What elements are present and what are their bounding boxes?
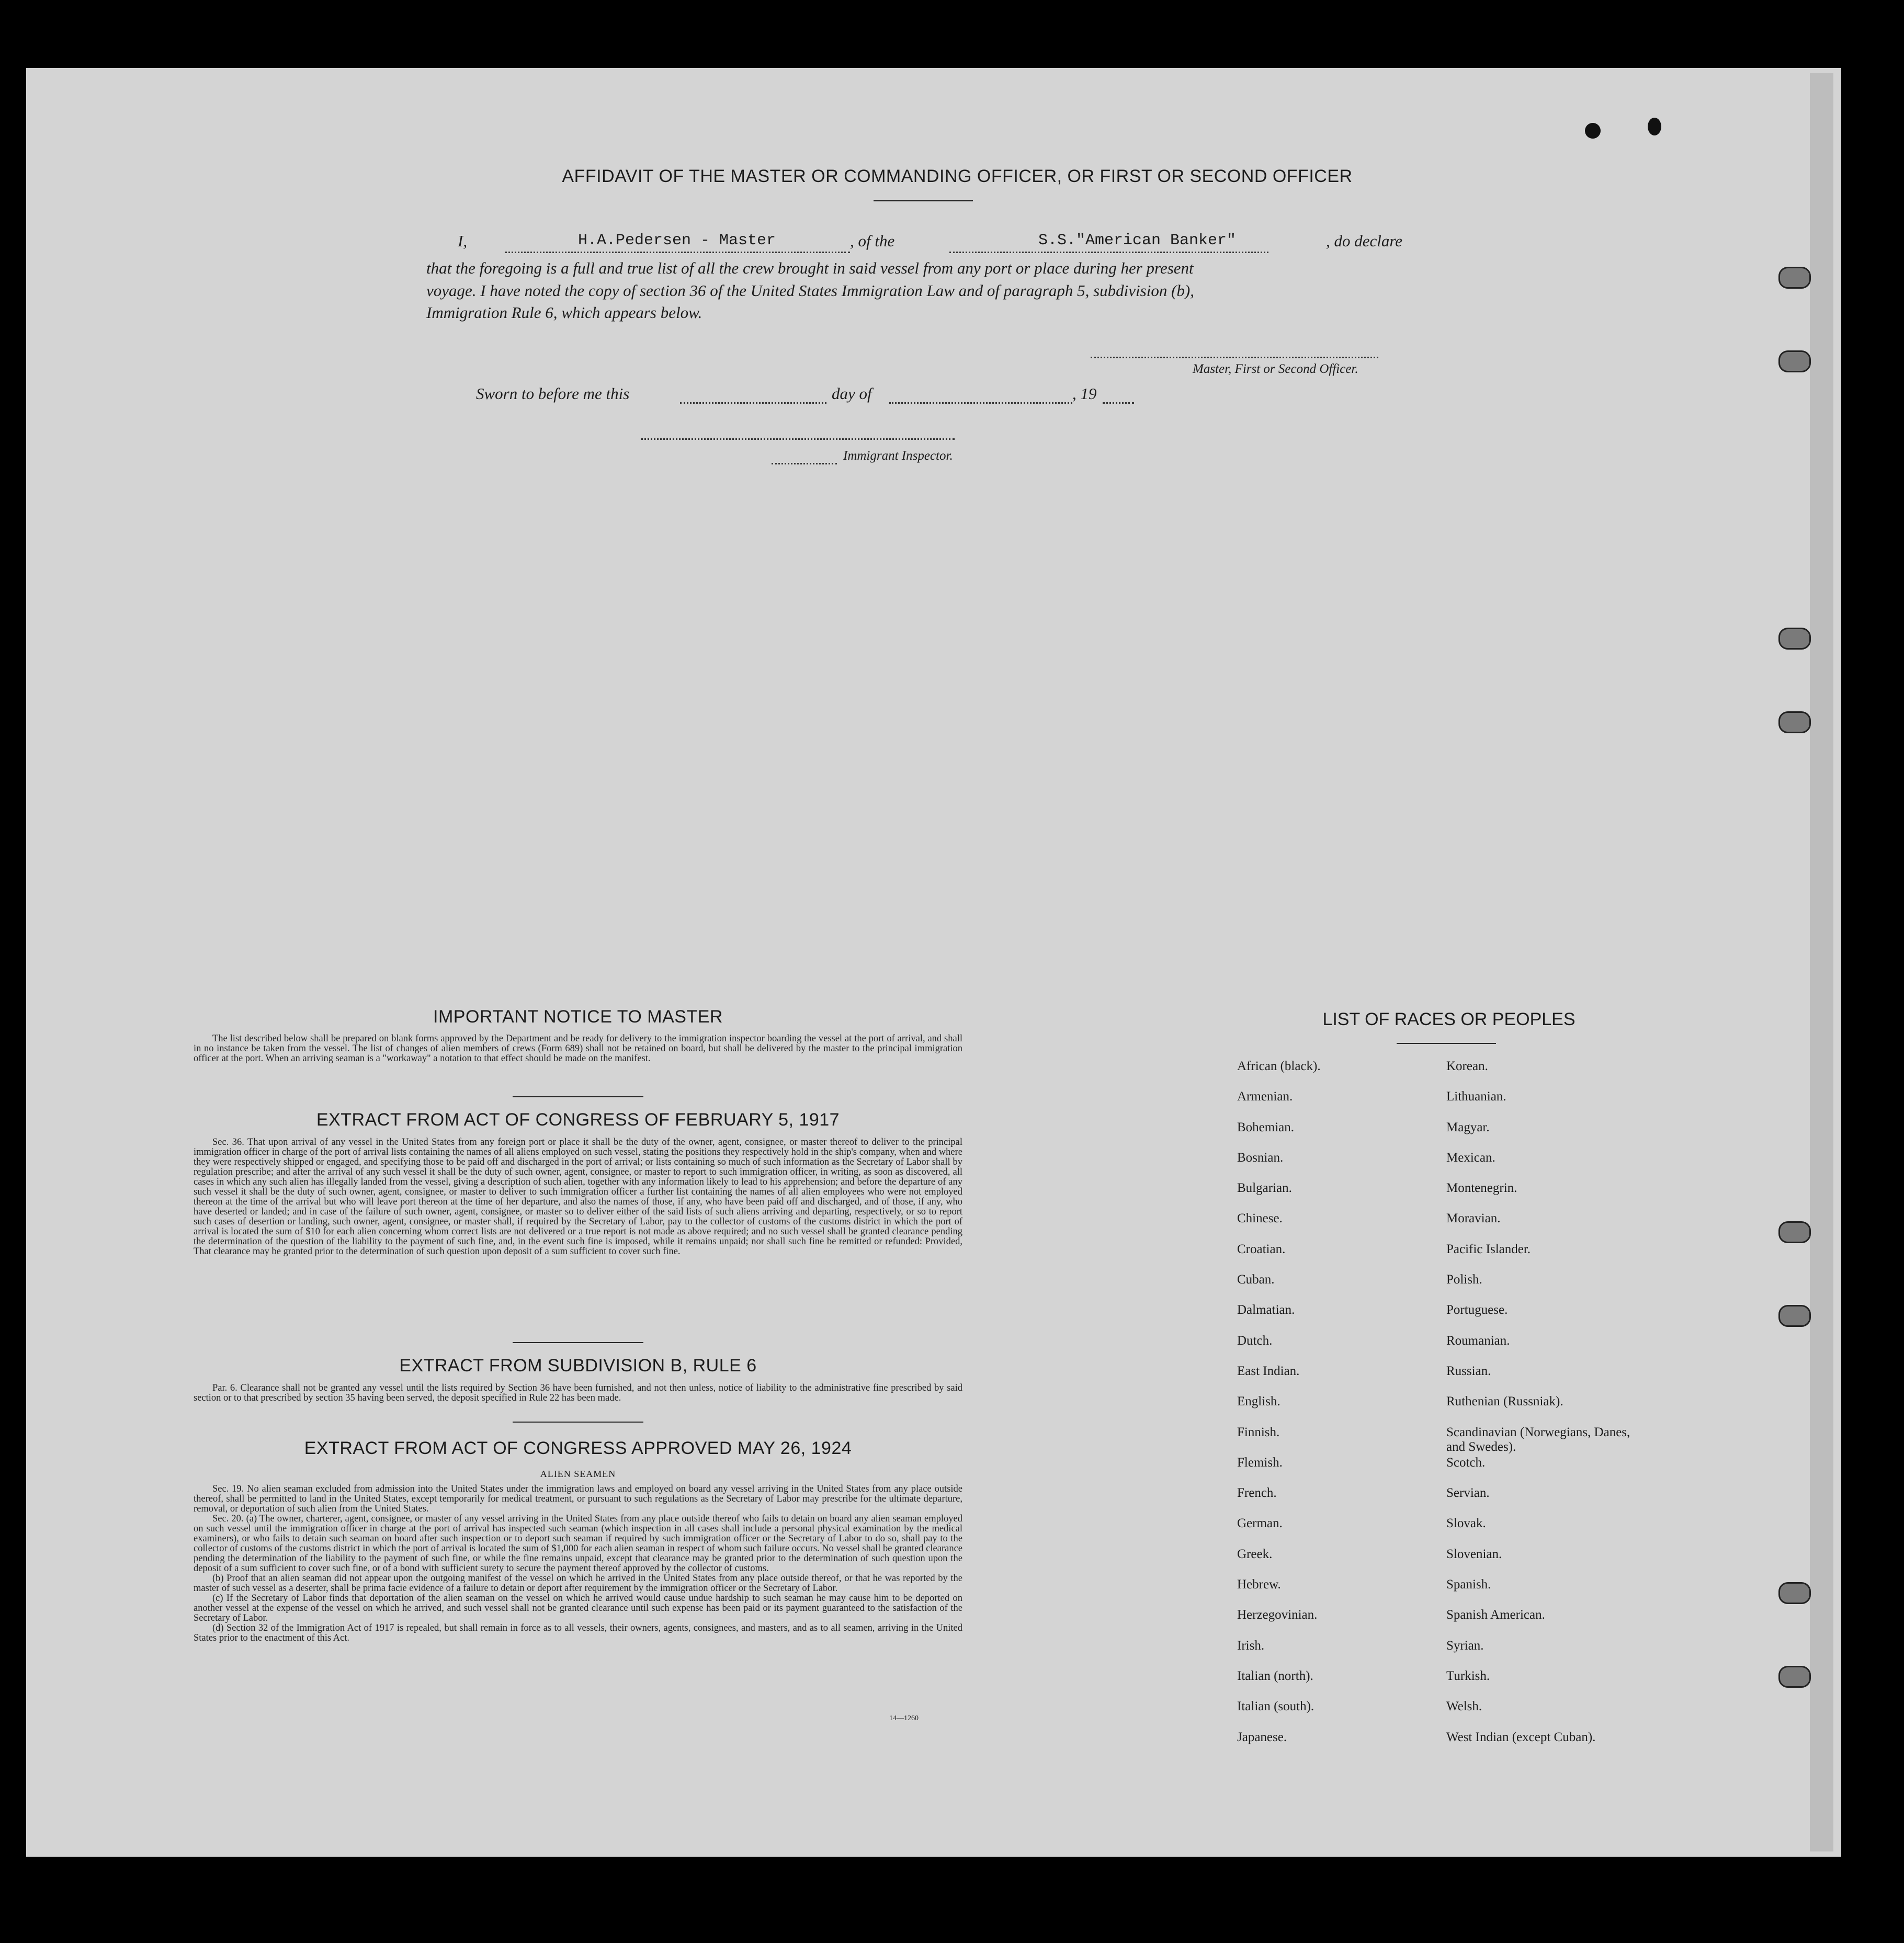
of-the-text: , of the [850, 232, 895, 250]
race-item: Slovak. [1446, 1516, 1486, 1531]
race-item: Flemish. [1237, 1455, 1283, 1470]
race-item: Magyar. [1446, 1120, 1490, 1134]
binder-clip [1778, 267, 1811, 289]
vessel-underline [949, 252, 1268, 253]
declarant-name: H.A.Pedersen - Master [578, 232, 776, 249]
sworn-day-line [680, 402, 826, 404]
race-item: Lithuanian. [1446, 1089, 1506, 1104]
race-item: English. [1237, 1394, 1280, 1409]
extract-rule6-body [194, 1383, 962, 1403]
race-item: Chinese. [1237, 1211, 1283, 1226]
extract-1917-text: Sec. 36. That upon arrival of any vessel in the United States from any foreign port or place it shall be the duty of the owner, agent, consignee, or master thereof to deliver to the principal immigration officer in charge of the port of arrival lists containing the names of all aliens employed on such vessel, stating the positions they respectively hold in the ship's company, when and where they were respectively shipped or engaged, and specifying those to be paid off and discharged in the port of arrival; or lists containing so much of such information as the Secretary of Labor shall by regulation prescribe; and after the arrival of any such vessel it shall be the duty of such owner, agent, consignee, or master to report to such immigration officer, in writing, as soon as discovered, all cases in which any such alien has illegally landed from the vessel, giving a description of such alien, together with any information likely to lead to his apprehension; and before the departure of any such vessel it shall be the duty of such owner, agent, consignee, or master to deliver to such immigration officer a further list containing the names of all alien employees who were not employed thereon at the time of the arrival but who will leave port thereon at the time of her departure, and also the names of those, if any, who have been paid off and discharged, and of those, if any, who have deserted or landed; and in case of the failure of such owner, agent, consignee, or master so to deliver either of the said lists of such aliens arriving and departing, respectively, or so to report such cases of desertion or landing, such owner, agent, consignee, or master shall, if required by the Secretary of Labor, pay to the collector of customs of the customs district in which the port of arrival is located the sum of $10 for each alien concerning whom correct lists are not delivered or a true report is not made as above required; and no such vessel shall be granted clearance pending the determination of the question of the liability to the payment of such fine, and, in the event such fine is imposed, while it remains unpaid; nor shall such fine be remitted or refunded: Provided, That clearance may be granted prior to the determination of such question upon deposit of a sum sufficient to cover such fine. [194, 1137, 962, 1257]
punch-hole [1585, 123, 1601, 139]
binder-clip [1778, 1666, 1811, 1688]
race-item: Armenian. [1237, 1089, 1293, 1104]
affidavit-line-1 [426, 232, 1420, 253]
sec-20a-text: Sec. 20. (a) The owner, charterer, agent, consignee, or master of any vessel arriving in the United States from any place outside thereof who fails to detain on board any alien seaman employed on such vessel until the immigration officer in charge at the port of arrival has inspected such seaman (which inspection in all cases shall include a personal physical examination by the medical examiners), or who fails to detain such seaman on board after such inspection or to deport such seaman if required by such immigration officer or the Secretary of Labor to do so, shall pay to the collector of customs of the customs district in which the port of arrival is located the sum of $1,000 for each alien seaman in respect of whom such failure occurs. No vessel shall be granted clearance pending the determination of the liability to the payment of such fine, or while the fine remains unpaid, except that clearance may be granted prior to the determination of such question upon the deposit of a sum sufficient to cover such fine, or of a bond with sufficient surety to secure the payment thereof approved by the collector of customs. [194, 1514, 962, 1574]
race-item: Italian (north). [1237, 1668, 1313, 1683]
race-item: Spanish American. [1446, 1608, 1545, 1622]
race-item: Montenegrin. [1446, 1181, 1517, 1196]
race-item: African (black). [1237, 1059, 1321, 1073]
race-item: Bosnian. [1237, 1150, 1284, 1165]
section-divider [513, 1096, 643, 1097]
alien-seamen-subtitle: ALIEN SEAMEN [540, 1469, 616, 1479]
races-title: LIST OF RACES OR PEOPLES [1322, 1009, 1576, 1029]
race-item: Herzegovinian. [1237, 1608, 1318, 1622]
binder-clip [1778, 1305, 1811, 1327]
race-item: Russian. [1446, 1363, 1491, 1378]
pronoun-i: I, [458, 232, 468, 250]
sworn-month-line [889, 402, 1072, 404]
extract-1924-body [194, 1484, 962, 1643]
race-item: Irish. [1237, 1638, 1265, 1653]
notice-text: The list described below shall be prepared on blank forms approved by the Department and be ready for delivery to the immigration inspector boarding the vessel at the port of arrival, and shall in no instance be taken from the vessel. The list of changes of alien members of crews (Form 689) shall not be retained on board, but shall be delivered by the master to the principal immigration officer at the port. When an arriving seaman is a "workaway" a notation to that effect should be made on the manifest. [194, 1033, 962, 1064]
race-item: Roumanian. [1446, 1333, 1510, 1348]
race-item: Bohemian. [1237, 1120, 1295, 1134]
sec-20d-text: (d) Section 32 of the Immigration Act of 1917 is repealed, but shall remain in force as to all vessels, their owners, agents, consignees, and masters, and as to all seamen, arriving in the United States prior to the enactment of this Act. [194, 1623, 962, 1643]
race-item: Dutch. [1237, 1333, 1273, 1348]
extract-1917-body [194, 1138, 962, 1257]
signature-label: Master, First or Second Officer. [1193, 362, 1358, 376]
affidavit-title: AFFIDAVIT OF THE MASTER OR COMMANDING OFFICER, OR FIRST OR SECOND OFFICER [562, 166, 1353, 186]
day-of-text: day of [832, 384, 872, 403]
race-item: Cuban. [1237, 1272, 1275, 1287]
race-item: West Indian (except Cuban). [1446, 1730, 1596, 1744]
race-item: German. [1237, 1516, 1283, 1531]
race-item: Spanish. [1446, 1577, 1491, 1592]
sec-20b-text: (b) Proof that an alien seaman did not appear upon the outgoing manifest of the vessel on which he arrived in the United States from any place outside thereof, or that he was reported by the master of such vessel as a deserter, shall be prima facie evidence of a failure to detain or deport after requirement by the immigration officer or the Secretary of Labor. [194, 1573, 962, 1594]
race-item: Scotch. [1446, 1455, 1486, 1470]
race-item: Greek. [1237, 1547, 1273, 1561]
binder-clip [1778, 711, 1811, 733]
year-line [1103, 402, 1134, 404]
race-item: Polish. [1446, 1272, 1482, 1287]
binder-clip [1778, 1582, 1811, 1604]
vessel-name: S.S."American Banker" [1038, 232, 1237, 249]
race-item: Slovenian. [1446, 1547, 1502, 1561]
extract-rule6-text: Par. 6. Clearance shall not be granted any vessel until the lists required by Section 36 have been furnished, and not then unless, notice of liability to the administrative fine prescribed by said section or to that prescribed by section 35 having been served, the deposit specified in Rule 22 has been made. [194, 1383, 962, 1403]
race-item: Servian. [1446, 1486, 1490, 1501]
race-item: Turkish. [1446, 1668, 1490, 1683]
inspector-signature-line [641, 438, 955, 440]
binder-clip [1778, 1221, 1811, 1243]
extract-rule6-title: EXTRACT FROM SUBDIVISION B, RULE 6 [399, 1356, 757, 1376]
section-divider [513, 1422, 643, 1423]
extract-1924-title: EXTRACT FROM ACT OF CONGRESS APPROVED MAY 26, 1924 [304, 1438, 852, 1458]
year-text: , 19 [1072, 384, 1097, 403]
race-item: Croatian. [1237, 1242, 1286, 1256]
declarant-underline [505, 252, 850, 253]
do-declare-text: , do declare [1326, 232, 1403, 250]
race-item: Hebrew. [1237, 1577, 1281, 1592]
signature-line [1091, 357, 1378, 358]
affidavit-line-4: Immigration Rule 6, which appears below. [426, 303, 702, 322]
punch-hole [1648, 118, 1661, 135]
race-item: Ruthenian (Russniak). [1446, 1394, 1563, 1409]
title-rule [874, 200, 973, 201]
race-item: Portuguese. [1446, 1303, 1508, 1317]
inspector-label: Immigrant Inspector. [843, 449, 953, 463]
race-item: East Indian. [1237, 1363, 1300, 1378]
race-item: Bulgarian. [1237, 1181, 1292, 1196]
race-item: Welsh. [1446, 1699, 1482, 1714]
section-divider [513, 1342, 643, 1343]
race-item: Scandinavian (Norwegians, Danes, and Swedes). [1446, 1425, 1630, 1454]
race-item: Japanese. [1237, 1730, 1287, 1744]
affidavit-line-2: that the foregoing is a full and true list of all the crew brought in said vessel from any port or place during her present [426, 259, 1194, 277]
notice-title: IMPORTANT NOTICE TO MASTER [433, 1007, 723, 1027]
sworn-line [476, 384, 1156, 405]
races-column-left [1237, 1059, 1436, 1760]
race-item: Dalmatian. [1237, 1303, 1295, 1317]
races-title-rule [1397, 1043, 1496, 1044]
binder-clip [1778, 350, 1811, 372]
race-item: Italian (south). [1237, 1699, 1314, 1714]
binder-clip [1778, 628, 1811, 650]
race-item: Finnish. [1237, 1425, 1280, 1439]
extract-1917-title: EXTRACT FROM ACT OF CONGRESS OF FEBRUARY 5, 1917 [316, 1110, 840, 1130]
race-item: Mexican. [1446, 1150, 1495, 1165]
inspector-short-line [772, 463, 837, 464]
notice-body [194, 1034, 962, 1064]
race-item: Korean. [1446, 1059, 1488, 1073]
races-column-right [1446, 1059, 1645, 1760]
sec-19-text: Sec. 19. No alien seaman excluded from admission into the United States under the immigration laws and employed on board any vessel arriving in the United States from any place outside thereof, shall be permitted to land in the United States, except temporarily for medical treatment, or pursuant to such regulations as the Secretary of Labor may prescribe for the ultimate departure, removal, or deportation of such alien from the United States. [194, 1484, 962, 1514]
form-number: 14—1260 [889, 1714, 919, 1722]
race-item: Pacific Islander. [1446, 1242, 1531, 1256]
race-item: Moravian. [1446, 1211, 1501, 1226]
page-edge-strip [1810, 73, 1833, 1851]
sec-20c-text: (c) If the Secretary of Labor finds that deportation of the alien seaman on the vessel on which he arrived would cause undue hardship to such seaman he may cause him to be deported on another vessel at the expense of the vessel on which he arrived, and such vessel shall not be granted clearance until such expense has been paid or its payment guaranteed to the satisfaction of the Secretary of Labor. [194, 1593, 962, 1623]
affidavit-line-3: voyage. I have noted the copy of section 36 of the United States Immigration Law and of paragraph 5, subdivision (b), [426, 281, 1194, 300]
race-item: French. [1237, 1486, 1277, 1501]
sworn-text: Sworn to before me this [476, 384, 630, 403]
race-item: Syrian. [1446, 1638, 1484, 1653]
